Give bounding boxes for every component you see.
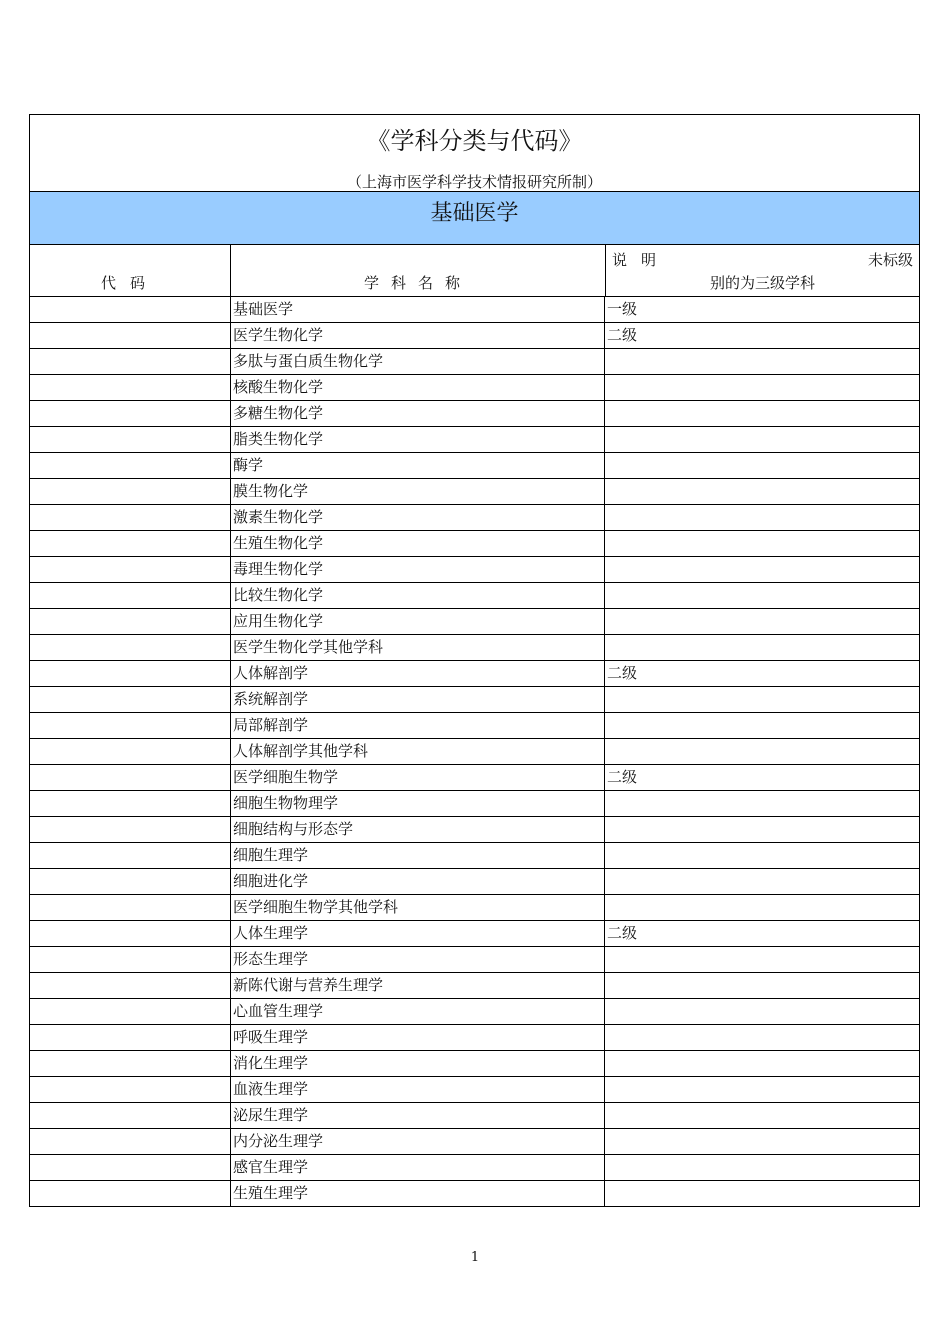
code-cell	[30, 1155, 231, 1180]
name-cell: 心血管生理学	[231, 999, 605, 1024]
code-cell	[30, 1129, 231, 1154]
table-row	[30, 479, 919, 505]
name-cell: 内分泌生理学	[231, 1129, 605, 1154]
note-cell: 二级	[607, 326, 638, 344]
note-cell	[605, 531, 919, 556]
code-cell	[30, 765, 231, 790]
name-cell: 人体解剖学	[231, 661, 605, 686]
note-cell	[605, 999, 919, 1024]
code-cell	[30, 453, 231, 478]
code-cell	[30, 1181, 231, 1206]
name-cell: 医学细胞生物学其他学科	[231, 895, 605, 920]
note-cell	[605, 479, 919, 504]
code-cell	[30, 999, 231, 1024]
code-cell	[30, 687, 231, 712]
name-cell: 细胞生理学	[231, 843, 605, 868]
code-cell	[30, 375, 231, 400]
table-row	[30, 427, 919, 453]
table-row	[30, 843, 919, 869]
table-row	[30, 1025, 919, 1051]
page-number: 1	[470, 1250, 480, 1265]
table-row	[30, 1103, 919, 1129]
note-cell	[605, 453, 919, 478]
table-row	[30, 1129, 919, 1155]
table-row	[30, 713, 919, 739]
code-cell	[30, 791, 231, 816]
table-row	[30, 999, 919, 1025]
name-cell: 医学细胞生物学	[231, 765, 605, 790]
name-cell: 形态生理学	[231, 947, 605, 972]
table-row	[30, 401, 919, 427]
name-cell: 消化生理学	[231, 1051, 605, 1076]
code-cell	[30, 661, 231, 686]
name-cell: 生殖生理学	[231, 1181, 605, 1206]
name-cell: 泌尿生理学	[231, 1103, 605, 1128]
note-cell	[605, 375, 919, 400]
code-cell	[30, 349, 231, 374]
table-row	[30, 1077, 919, 1103]
name-cell: 血液生理学	[231, 1077, 605, 1102]
note-cell	[605, 739, 919, 764]
header-note-third-level: 别的为三级学科	[709, 274, 815, 292]
name-cell: 人体解剖学其他学科	[231, 739, 605, 764]
table-row	[30, 739, 919, 765]
code-cell	[30, 505, 231, 530]
name-cell: 膜生物化学	[231, 479, 605, 504]
table-row	[30, 869, 919, 895]
code-cell	[30, 895, 231, 920]
name-cell: 毒理生物化学	[231, 557, 605, 582]
table-row	[30, 635, 919, 661]
table-row	[30, 921, 919, 947]
note-cell	[605, 1129, 919, 1154]
note-cell	[605, 713, 919, 738]
code-cell	[30, 1025, 231, 1050]
name-cell: 比较生物化学	[231, 583, 605, 608]
name-cell: 细胞结构与形态学	[231, 817, 605, 842]
code-cell	[30, 635, 231, 660]
name-cell: 医学生物化学	[231, 323, 605, 348]
header-code-cell	[30, 245, 231, 296]
note-cell	[605, 869, 919, 894]
table-row	[30, 349, 919, 375]
code-cell	[30, 973, 231, 998]
name-cell: 细胞进化学	[231, 869, 605, 894]
note-cell	[605, 505, 919, 530]
note-cell	[605, 427, 919, 452]
table-row	[30, 453, 919, 479]
table-row	[30, 791, 919, 817]
note-cell: 二级	[607, 924, 638, 942]
note-cell	[605, 895, 919, 920]
name-cell: 新陈代谢与营养生理学	[231, 973, 605, 998]
name-cell: 脂类生物化学	[231, 427, 605, 452]
table-row	[30, 323, 919, 349]
code-cell	[30, 401, 231, 426]
name-cell: 多糖生物化学	[231, 401, 605, 426]
note-cell	[605, 1077, 919, 1102]
code-cell	[30, 609, 231, 634]
table-row	[30, 687, 919, 713]
table-row	[30, 817, 919, 843]
name-cell: 酶学	[231, 453, 605, 478]
note-cell	[605, 349, 919, 374]
note-cell	[605, 687, 919, 712]
table-body	[30, 297, 919, 1207]
name-cell: 激素生物化学	[231, 505, 605, 530]
code-cell	[30, 947, 231, 972]
name-cell: 应用生物化学	[231, 609, 605, 634]
code-cell	[30, 427, 231, 452]
table-row	[30, 557, 919, 583]
header-note-unlabeled: 未标级	[867, 251, 913, 269]
header-name-cell	[231, 245, 606, 296]
note-cell: 二级	[607, 768, 638, 786]
code-cell	[30, 297, 231, 322]
code-cell	[30, 1103, 231, 1128]
note-cell	[605, 1051, 919, 1076]
note-cell	[605, 817, 919, 842]
note-cell	[605, 1155, 919, 1180]
note-cell	[605, 401, 919, 426]
header-note-label: 说明	[612, 251, 671, 269]
name-cell: 人体生理学	[231, 921, 605, 946]
table-row	[30, 1155, 919, 1181]
table-row	[30, 297, 919, 323]
code-cell	[30, 739, 231, 764]
name-cell: 感官生理学	[231, 1155, 605, 1180]
table-row	[30, 1181, 919, 1207]
note-cell	[605, 557, 919, 582]
code-cell	[30, 869, 231, 894]
note-cell: 一级	[607, 300, 638, 318]
table-row	[30, 531, 919, 557]
code-cell	[30, 921, 231, 946]
name-cell: 细胞生物物理学	[231, 791, 605, 816]
code-cell	[30, 817, 231, 842]
note-cell	[605, 843, 919, 868]
table-row	[30, 1051, 919, 1077]
table-row	[30, 765, 919, 791]
section-heading: 基础医学	[30, 192, 919, 245]
code-cell	[30, 1077, 231, 1102]
table-row	[30, 583, 919, 609]
name-cell: 局部解剖学	[231, 713, 605, 738]
code-cell	[30, 323, 231, 348]
note-cell	[605, 1181, 919, 1206]
note-cell: 二级	[607, 664, 638, 682]
name-cell: 生殖生物化学	[231, 531, 605, 556]
name-cell: 系统解剖学	[231, 687, 605, 712]
note-cell	[605, 973, 919, 998]
code-cell	[30, 713, 231, 738]
note-cell	[605, 583, 919, 608]
code-cell	[30, 531, 231, 556]
table-row	[30, 375, 919, 401]
header-code: 代码	[100, 274, 159, 292]
header-name: 学科名称	[363, 274, 472, 292]
header-note-cell	[606, 245, 919, 296]
document-subtitle: （上海市医学科学技术情报研究所制）	[346, 173, 602, 191]
table-row	[30, 973, 919, 999]
name-cell: 基础医学	[231, 297, 605, 322]
note-cell	[605, 1025, 919, 1050]
code-cell	[30, 479, 231, 504]
table-row	[30, 609, 919, 635]
table-row	[30, 895, 919, 921]
classification-table	[29, 114, 920, 1207]
code-cell	[30, 1051, 231, 1076]
table-row	[30, 505, 919, 531]
table-row	[30, 947, 919, 973]
note-cell	[605, 635, 919, 660]
table-header	[30, 245, 919, 297]
document-title: 《学科分类与代码》	[366, 127, 583, 155]
note-cell	[605, 791, 919, 816]
name-cell: 医学生物化学其他学科	[231, 635, 605, 660]
table-row	[30, 661, 919, 687]
note-cell	[605, 1103, 919, 1128]
code-cell	[30, 583, 231, 608]
name-cell: 核酸生物化学	[231, 375, 605, 400]
title-block	[30, 115, 919, 192]
note-cell	[605, 947, 919, 972]
code-cell	[30, 843, 231, 868]
name-cell: 多肽与蛋白质生物化学	[231, 349, 605, 374]
code-cell	[30, 557, 231, 582]
note-cell	[605, 609, 919, 634]
name-cell: 呼吸生理学	[231, 1025, 605, 1050]
